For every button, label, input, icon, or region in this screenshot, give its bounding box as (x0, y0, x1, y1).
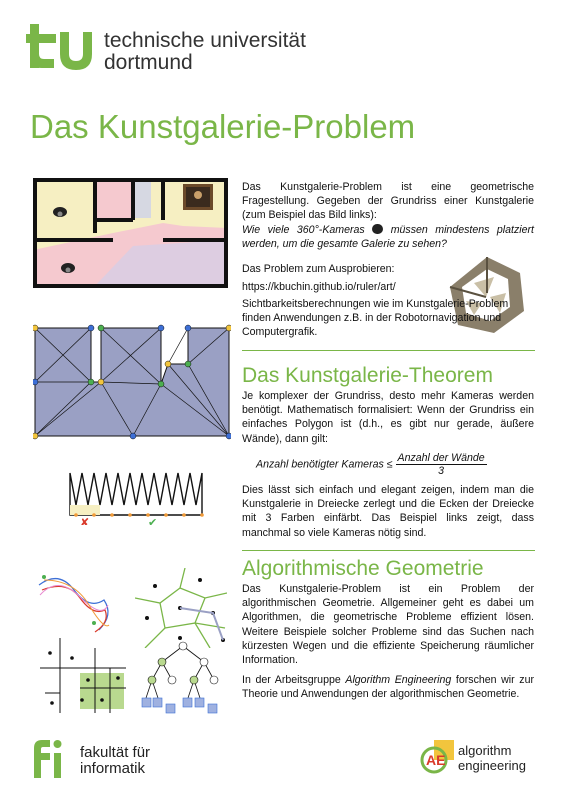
kd-tree-figure (40, 638, 126, 713)
fi-logo (30, 738, 74, 778)
research-group-paragraph (242, 673, 534, 701)
formula-fraction (396, 452, 487, 477)
research-text-a: In der Arbeitsgruppe (242, 674, 341, 686)
page-title: Das Kunstgalerie-Problem (30, 108, 416, 145)
cross-mark-icon: ✘ (80, 517, 90, 525)
theorem-paragraph: Je komplexer der Grundriss, desto mehr Kameras werden benötigt. Mathematisch formalisiert: Wenn der Grundriss ein einfaches Polygon ist (d.h., es gibt nur gerade, äußere Wände), dann gilt: (242, 390, 534, 445)
theorem-proof-paragraph: Dies lässt sich einfach und elegant zeigen, indem man die Kunstgalerie in Dreiecke zerlegt und die Ecken der Dreiecke mit 3 Farben einfärbt. Das Beispiel links zeigt, dass manchmal so viele Kameras nötig sind. (242, 484, 534, 539)
university-line1: technische universität (104, 29, 306, 52)
faculty-line2: informatik (80, 760, 146, 777)
check-mark-icon: ✔ (148, 517, 158, 525)
section-divider (242, 550, 535, 551)
applications-paragraph: Sichtbarkeitsberechnungen wie im Kunstgalerie-Problem finden Anwendungen z.B. in der Robotornavigation und Computergrafik. (242, 298, 509, 339)
formula-denominator: 3 (438, 465, 445, 477)
try-out-block (242, 262, 442, 294)
ae-logo-letters: AE (426, 752, 446, 768)
faculty-line1: fakultät für (80, 744, 151, 761)
group-line2: engineering (458, 758, 526, 773)
theorem-formula (256, 452, 536, 477)
triangulation-figure (33, 322, 231, 442)
geometry-heading: Algorithmische Geometrie (242, 557, 484, 580)
group-line1: algorithm (458, 743, 512, 758)
painting-icon (183, 184, 213, 210)
theorem-heading: Das Kunstgalerie-Theorem (242, 364, 493, 387)
gallery-floorplan-figure (33, 178, 228, 288)
camera-icon (61, 263, 75, 273)
geometry-paragraph: Das Kunstgalerie-Problem ist ein Problem der algorithmischen Geometrie. Allgemeiner geht es dabei um Algorithmen, die geometrische Probleme effizient lösen. Weitere Beispiele solcher Probleme sind das Suchen nach kürzesten Wegen und die effiziente Speicherung räumlicher Information. (242, 583, 534, 667)
voronoi-figure (135, 568, 227, 648)
camera-icon (372, 224, 383, 234)
search-tree-figure (140, 640, 226, 715)
ae-logo (420, 738, 456, 774)
section-divider (242, 350, 535, 351)
research-group-name: Algorithm Engineering (345, 674, 452, 686)
intro-paragraph: Das Kunstgalerie-Problem ist eine geometrische Fragestellung. Gegeben der Grundriss einer Kunstgalerie (zum Beispiel das Bild links): (242, 181, 534, 222)
university-name (104, 30, 306, 74)
question-part-b: müssen mindestens platziert werden, um die gesamte Galerie zu sehen? (242, 223, 534, 250)
comb-polygon-figure (66, 465, 206, 525)
faculty-name (80, 745, 150, 777)
try-out-link[interactable]: https://kbuchin.github.io/ruler/art/ (242, 281, 396, 294)
research-text-b: forschen wir zur Theorie und Anwendungen der algorithmischen Geometrie. (242, 674, 535, 701)
formula-lhs: Anzahl benötigter Kameras ≤ (256, 458, 393, 471)
tu-logo (26, 22, 96, 72)
intro-question (242, 223, 534, 251)
question-part-a: Wie viele 360°-Kameras (242, 223, 365, 236)
formula-numerator: Anzahl der Wände (397, 452, 485, 464)
intro-section (242, 180, 534, 251)
trajectory-figure (34, 565, 126, 637)
try-out-text: Das Problem zum Ausprobieren: (242, 263, 395, 275)
university-line2: dortmund (104, 51, 193, 74)
camera-icon (53, 207, 67, 217)
group-name (458, 743, 526, 773)
